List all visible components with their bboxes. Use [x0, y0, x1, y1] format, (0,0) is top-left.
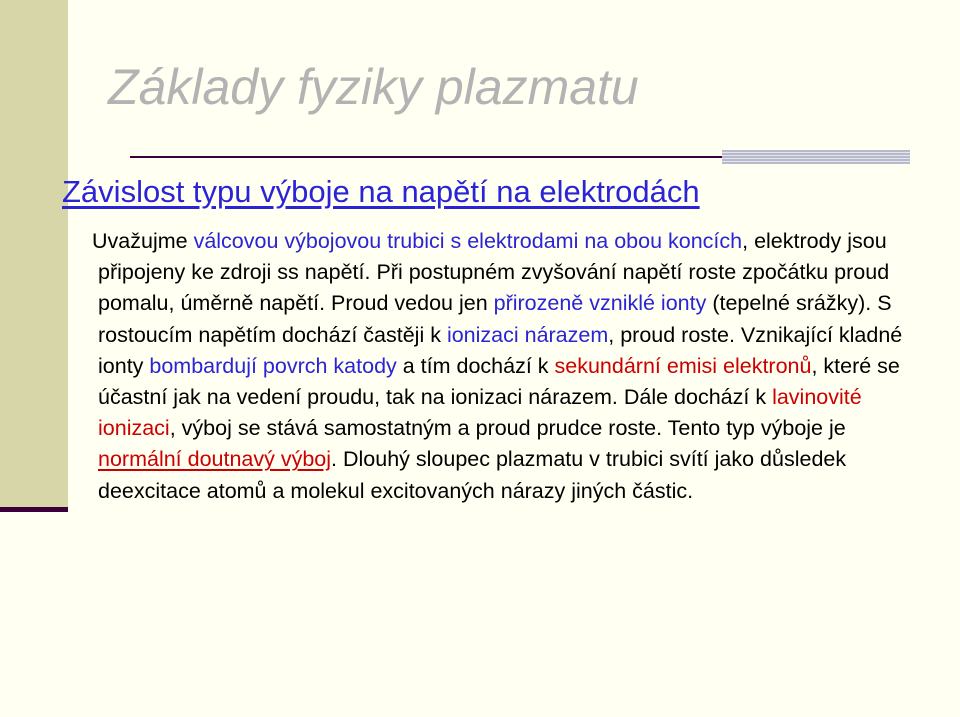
body-segment: . Dlouhý sloupec plazmatu v trubici svítí jako důsledek deexcitace atomů a molekul excitovaných nárazy jiných částic.	[98, 447, 847, 503]
body-highlight: ionizaci nárazem	[446, 322, 609, 347]
title-rule-accent	[722, 150, 910, 164]
body-segment: , výboj se stává samostatným a proud prudce roste. Tento typ výboje je	[169, 416, 846, 441]
body-segment: Uvažujme	[92, 229, 194, 253]
body-highlight: bombardují povrch katody	[149, 353, 397, 378]
body-segment: , proud roste. Vznikající kladné ionty	[98, 322, 903, 378]
slide-subtitle: Závislost typu výboje na napětí na elektrodách	[62, 174, 700, 209]
body-emphasis: sekundární emisi elektronů	[554, 353, 812, 378]
body-emphasis: lavinovité ionizaci	[98, 385, 862, 441]
body-key-term: normální doutnavý výboj	[98, 447, 332, 472]
body-segment: , které se účastní jak na vedení proudu, tak na ionizaci nárazem. Dále dochází k	[98, 353, 900, 410]
body-highlight: přirozeně vzniklé ionty	[493, 291, 707, 316]
slide-title: Základy fyziky plazmatu	[108, 59, 639, 115]
slide-body	[92, 226, 910, 507]
body-highlight: válcovou výbojovou trubici s elektrodami na obou koncích	[193, 229, 743, 253]
left-decor-bar	[0, 0, 68, 512]
body-segment: a tím dochází k	[396, 353, 555, 378]
left-decor-line	[0, 507, 68, 512]
body-segment: (tepelné srážky). S rostoucím napětím dochází častěji k	[98, 291, 892, 347]
body-segment: , elektrody jsou připojeny ke zdroji ss napětí. Při postupném zvyšování napětí roste zpočátku proud pomalu, úměrně napětí. Proud vedou jen	[98, 229, 890, 316]
